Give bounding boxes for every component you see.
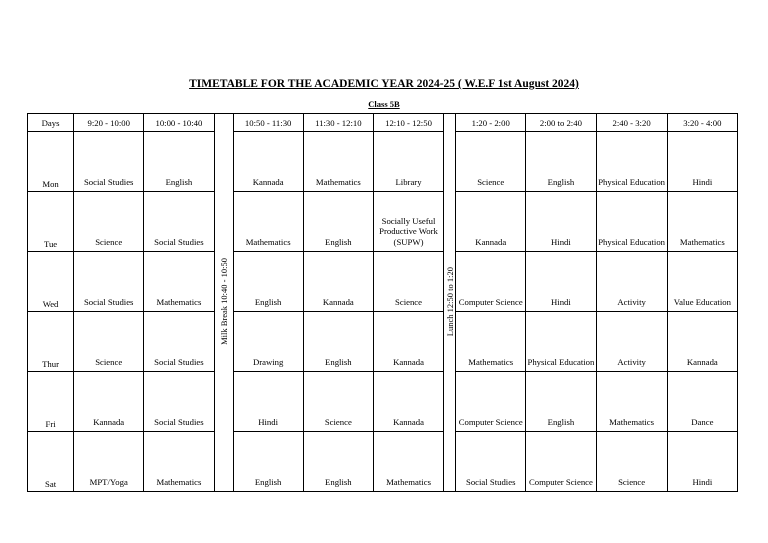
subject-cell: Kannada [303,252,373,312]
subject-cell: Physical Education [596,192,667,252]
header-period: 1:20 - 2:00 [456,114,526,132]
subject-cell: Drawing [233,312,303,372]
header-period: 11:30 - 12:10 [303,114,373,132]
lunch-break-label: Lunch 12:50 to 1:20 [444,266,455,337]
subject-cell: English [233,432,303,492]
subject-cell: English [144,132,214,192]
subject-cell: Social Studies [74,252,144,312]
table-row [28,372,738,432]
subject-cell: Kannada [233,132,303,192]
subject-cell: Activity [596,252,667,312]
milk-break-label: Milk Break 10:40 - 10:50 [218,258,229,345]
subject-cell: Science [596,432,667,492]
subject-cell: Social Studies [144,192,214,252]
class-label: Class 5B [368,99,400,109]
header-period: 10:50 - 11:30 [233,114,303,132]
subject-cell: Social Studies [74,132,144,192]
subject-cell: Science [74,192,144,252]
subject-cell: Kannada [74,372,144,432]
header-period: 9:20 - 10:00 [74,114,144,132]
header-period: 3:20 - 4:00 [667,114,737,132]
subject-cell: Hindi [526,252,596,312]
subject-cell: Computer Science [456,372,526,432]
subject-cell: Kannada [667,312,737,372]
header-row [28,114,738,132]
lunch-break-column [444,114,456,492]
subject-cell: Social Studies [456,432,526,492]
subject-cell: Mathematics [144,252,214,312]
subject-cell: Physical Education [526,312,596,372]
subject-cell: Hindi [233,372,303,432]
subject-cell: English [526,132,596,192]
timetable-body [28,114,738,492]
subject-cell: Value Education [667,252,737,312]
header-days: Days [28,114,74,132]
day-label: Mon [28,132,74,192]
day-label: Sat [28,432,74,492]
subject-cell: English [303,312,373,372]
subject-cell: English [303,432,373,492]
subject-cell: Science [303,372,373,432]
subject-cell: Mathematics [373,432,443,492]
subject-cell: Social Studies [144,312,214,372]
subject-cell: English [233,252,303,312]
page-title: TIMETABLE FOR THE ACADEMIC YEAR 2024-25 ( W.E.F 1st August 2024) [189,78,579,90]
timetable [27,113,738,492]
subject-cell: English [526,372,596,432]
subject-cell: Mathematics [233,192,303,252]
subject-cell: Mathematics [456,312,526,372]
subject-cell: Hindi [667,132,737,192]
header-period: 10:00 - 10:40 [144,114,214,132]
table-row [28,252,738,312]
subject-cell: Library [373,132,443,192]
day-label: Thur [28,312,74,372]
subject-cell: Mathematics [667,192,737,252]
table-row [28,192,738,252]
subject-cell: Science [456,132,526,192]
subject-cell: Social Studies [144,372,214,432]
subject-cell: Hindi [667,432,737,492]
subject-cell: Mathematics [596,372,667,432]
table-row [28,312,738,372]
table-row [28,132,738,192]
subject-cell: MPT/Yoga [74,432,144,492]
subject-cell: Socially Useful Productive Work (SUPW) [373,192,443,252]
header-period: 2:00 to 2:40 [526,114,596,132]
subject-cell: Physical Education [596,132,667,192]
table-row [28,432,738,492]
milk-break-column [214,114,233,492]
subject-cell: Kannada [373,312,443,372]
subject-cell: Mathematics [144,432,214,492]
subject-cell: Hindi [526,192,596,252]
day-label: Wed [28,252,74,312]
subject-cell: Computer Science [456,252,526,312]
subject-cell: Computer Science [526,432,596,492]
subject-cell: English [303,192,373,252]
subject-cell: Activity [596,312,667,372]
subject-cell: Dance [667,372,737,432]
day-label: Tue [28,192,74,252]
subject-cell: Science [74,312,144,372]
subject-cell: Kannada [373,372,443,432]
subject-cell: Science [373,252,443,312]
subject-cell: Kannada [456,192,526,252]
header-period: 2:40 - 3:20 [596,114,667,132]
subject-cell: Mathematics [303,132,373,192]
header-period: 12:10 - 12:50 [373,114,443,132]
day-label: Fri [28,372,74,432]
